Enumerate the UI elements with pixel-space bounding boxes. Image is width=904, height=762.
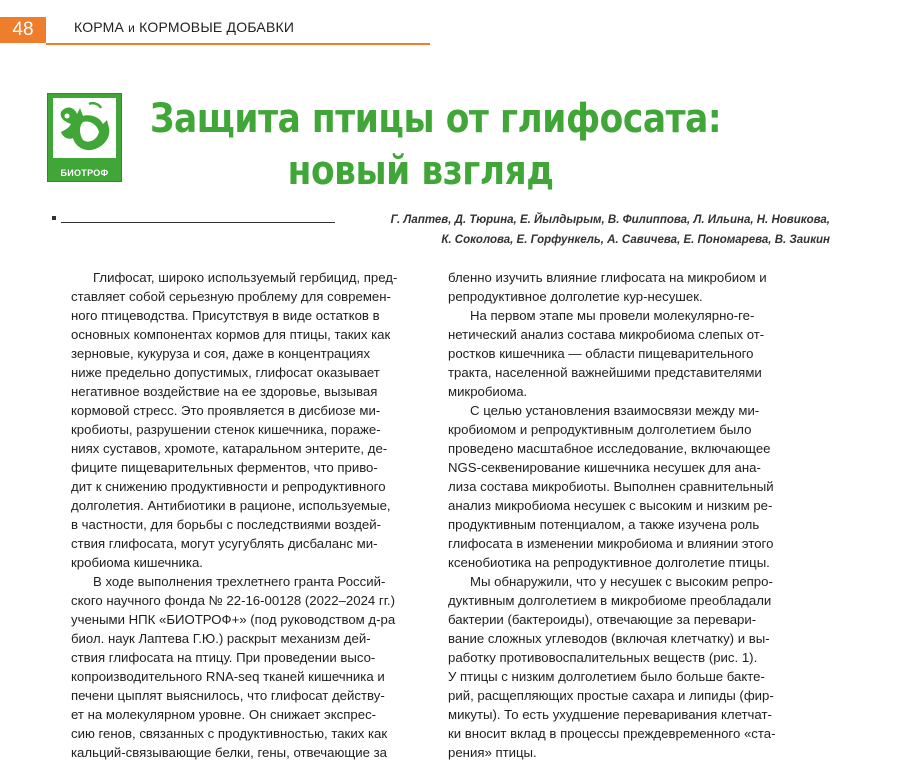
text-line: сию генов, связанных с продуктивностью, таких как (71, 726, 388, 741)
text-line: ростков кишечника — области пищеварительного (448, 346, 754, 361)
text-line: дит к снижению продуктивности и репродуктивного (71, 479, 386, 494)
text-line: Глифосат, широко используемый гербицид, пред- (93, 270, 398, 285)
text-line: ствия глифосата на птицу. При проведении высо- (71, 650, 376, 665)
section-title-part2: и (128, 21, 136, 35)
authors-line-1: Г. Лаптев, Д. Тюрина, Е. Йылдырым, В. Филиппова, Л. Ильина, Н. Новикова, (390, 214, 830, 226)
text-line: микробиома. (448, 384, 528, 399)
biotrof-logo (47, 93, 122, 182)
text-line: работку противовоспалительных веществ (рис. 1). (448, 650, 758, 665)
text-line: Мы обнаружили, что у несушек с высоким репро- (470, 574, 773, 589)
section-title-part3: КОРМОВЫЕ ДОБАВКИ (139, 19, 295, 35)
section-title-part1: КОРМА (74, 19, 125, 35)
text-line: ствия глифосата, могут усугублять дисбаланс ми- (71, 536, 378, 551)
text-line: зерновые, кукуруза и соя, даже в концентрациях (71, 346, 371, 361)
text-line: ного птицеводства. Присутствуя в виде остатков в (71, 308, 380, 323)
text-line: печени цыплят выяснилось, что глифосат действу- (71, 688, 385, 703)
text-line: ставляет собой серьезную проблему для современ- (71, 289, 391, 304)
text-line: кальций-связывающие белки, гены, отвечающие за (71, 745, 387, 760)
text-line: ки вносит вклад в процессы преждевременного «ста- (448, 726, 776, 741)
title-line-1: Защита птицы от глифосата: (150, 96, 722, 142)
text-line: негативное воздействие на ее здоровье, вызывая (71, 384, 378, 399)
text-line: У птицы с низким долголетием было больше бакте- (448, 669, 765, 684)
title-line-2: новый взгляд (287, 148, 554, 194)
text-line: фиците пищеварительных ферментов, что приво- (71, 460, 378, 475)
text-line: лиза состава микробиоты. Выполнен сравнительный (448, 479, 774, 494)
authors-rule (61, 222, 335, 223)
cow-icon (53, 98, 116, 158)
text-line: бленно изучить влияние глифосата на микробиом и (448, 270, 767, 285)
text-line: вание сложных углеводов (включая клетчатку) и вы- (448, 631, 770, 646)
text-line: основных компонентах кормов для птицы, таких как (71, 327, 391, 342)
text-line: С целью установления взаимосвязи между ми- (470, 403, 760, 418)
text-line: учеными НПК «БИОТРОФ+» (под руководством д-ра (71, 612, 396, 627)
authors-line-2: К. Соколова, Е. Горфункель, А. Савичева, Е. Пономарева, В. Заикин (441, 234, 830, 246)
page-number: 48 (0, 17, 46, 43)
text-line: кробиоты, разрушении стенок кишечника, пораже- (71, 422, 381, 437)
text-line: анализ микробиома несушек с высоким и низким ре- (448, 498, 773, 513)
text-line: кормовой стресс. Это проявляется в дисбиозе ми- (71, 403, 381, 418)
text-line: ского научного фонда № 22-16-00128 (2022–2024 гг.) (71, 593, 395, 608)
text-line: репродуктивное долголетие кур-несушек. (448, 289, 703, 304)
text-line: кробиома кишечника. (71, 555, 203, 570)
text-line: в частности, для борьбы с последствиями воздей- (71, 517, 382, 532)
text-line: NGS-секвенирование кишечника несушек для ана- (448, 460, 761, 475)
logo-text: БИОТРОФ (60, 168, 109, 178)
text-line: ксенобиотика на репродуктивное долголетие птицы. (448, 555, 770, 570)
article-title (150, 93, 722, 197)
text-line: В ходе выполнения трехлетнего гранта Россий- (93, 574, 386, 589)
text-line: ниже предельно допустимых, глифосат оказывает (71, 365, 380, 380)
text-line: рий, расщепляющих простые сахара и липиды (фир- (448, 688, 774, 703)
text-line: биол. наук Лаптева Г.Ю.) раскрыт механизм дей- (71, 631, 371, 646)
section-title (74, 19, 294, 35)
text-line: кробиомом и репродуктивным долголетием было (448, 422, 752, 437)
text-line: долголетия. Антибиотики в рационе, используемые, (71, 498, 391, 513)
header-rule (46, 43, 430, 45)
text-line: ет на молекулярном уровне. Он снижает экспрес- (71, 707, 377, 722)
authors-bullet (52, 216, 56, 220)
text-line: нетический анализ состава микробиома слепых от- (448, 327, 765, 342)
text-line: рения» птицы. (448, 745, 537, 760)
authors (330, 210, 830, 250)
text-line: ниях суставов, хромоте, катаральном энтерите, де- (71, 441, 388, 456)
right-column (448, 268, 808, 762)
text-line: глифосата в изменении микробиома и влиянии этого (448, 536, 774, 551)
text-line: копроизводительного RNA-seq тканей кишечника и (71, 669, 385, 684)
left-column (71, 268, 431, 762)
text-line: микуты). То есть ухудшение переваривания клетчат- (448, 707, 772, 722)
text-line: На первом этапе мы провели молекулярно-ге- (470, 308, 755, 323)
text-line: бактерии (бактероиды), отвечающие за перевари- (448, 612, 757, 627)
text-line: продуктивным потенциалом, а также изучена роль (448, 517, 760, 532)
text-line: дуктивным долголетием в микробиоме преобладали (448, 593, 772, 608)
text-line: проведено масштабное исследование, включающее (448, 441, 771, 456)
text-line: тракта, населенной важнейшими представителями (448, 365, 762, 380)
